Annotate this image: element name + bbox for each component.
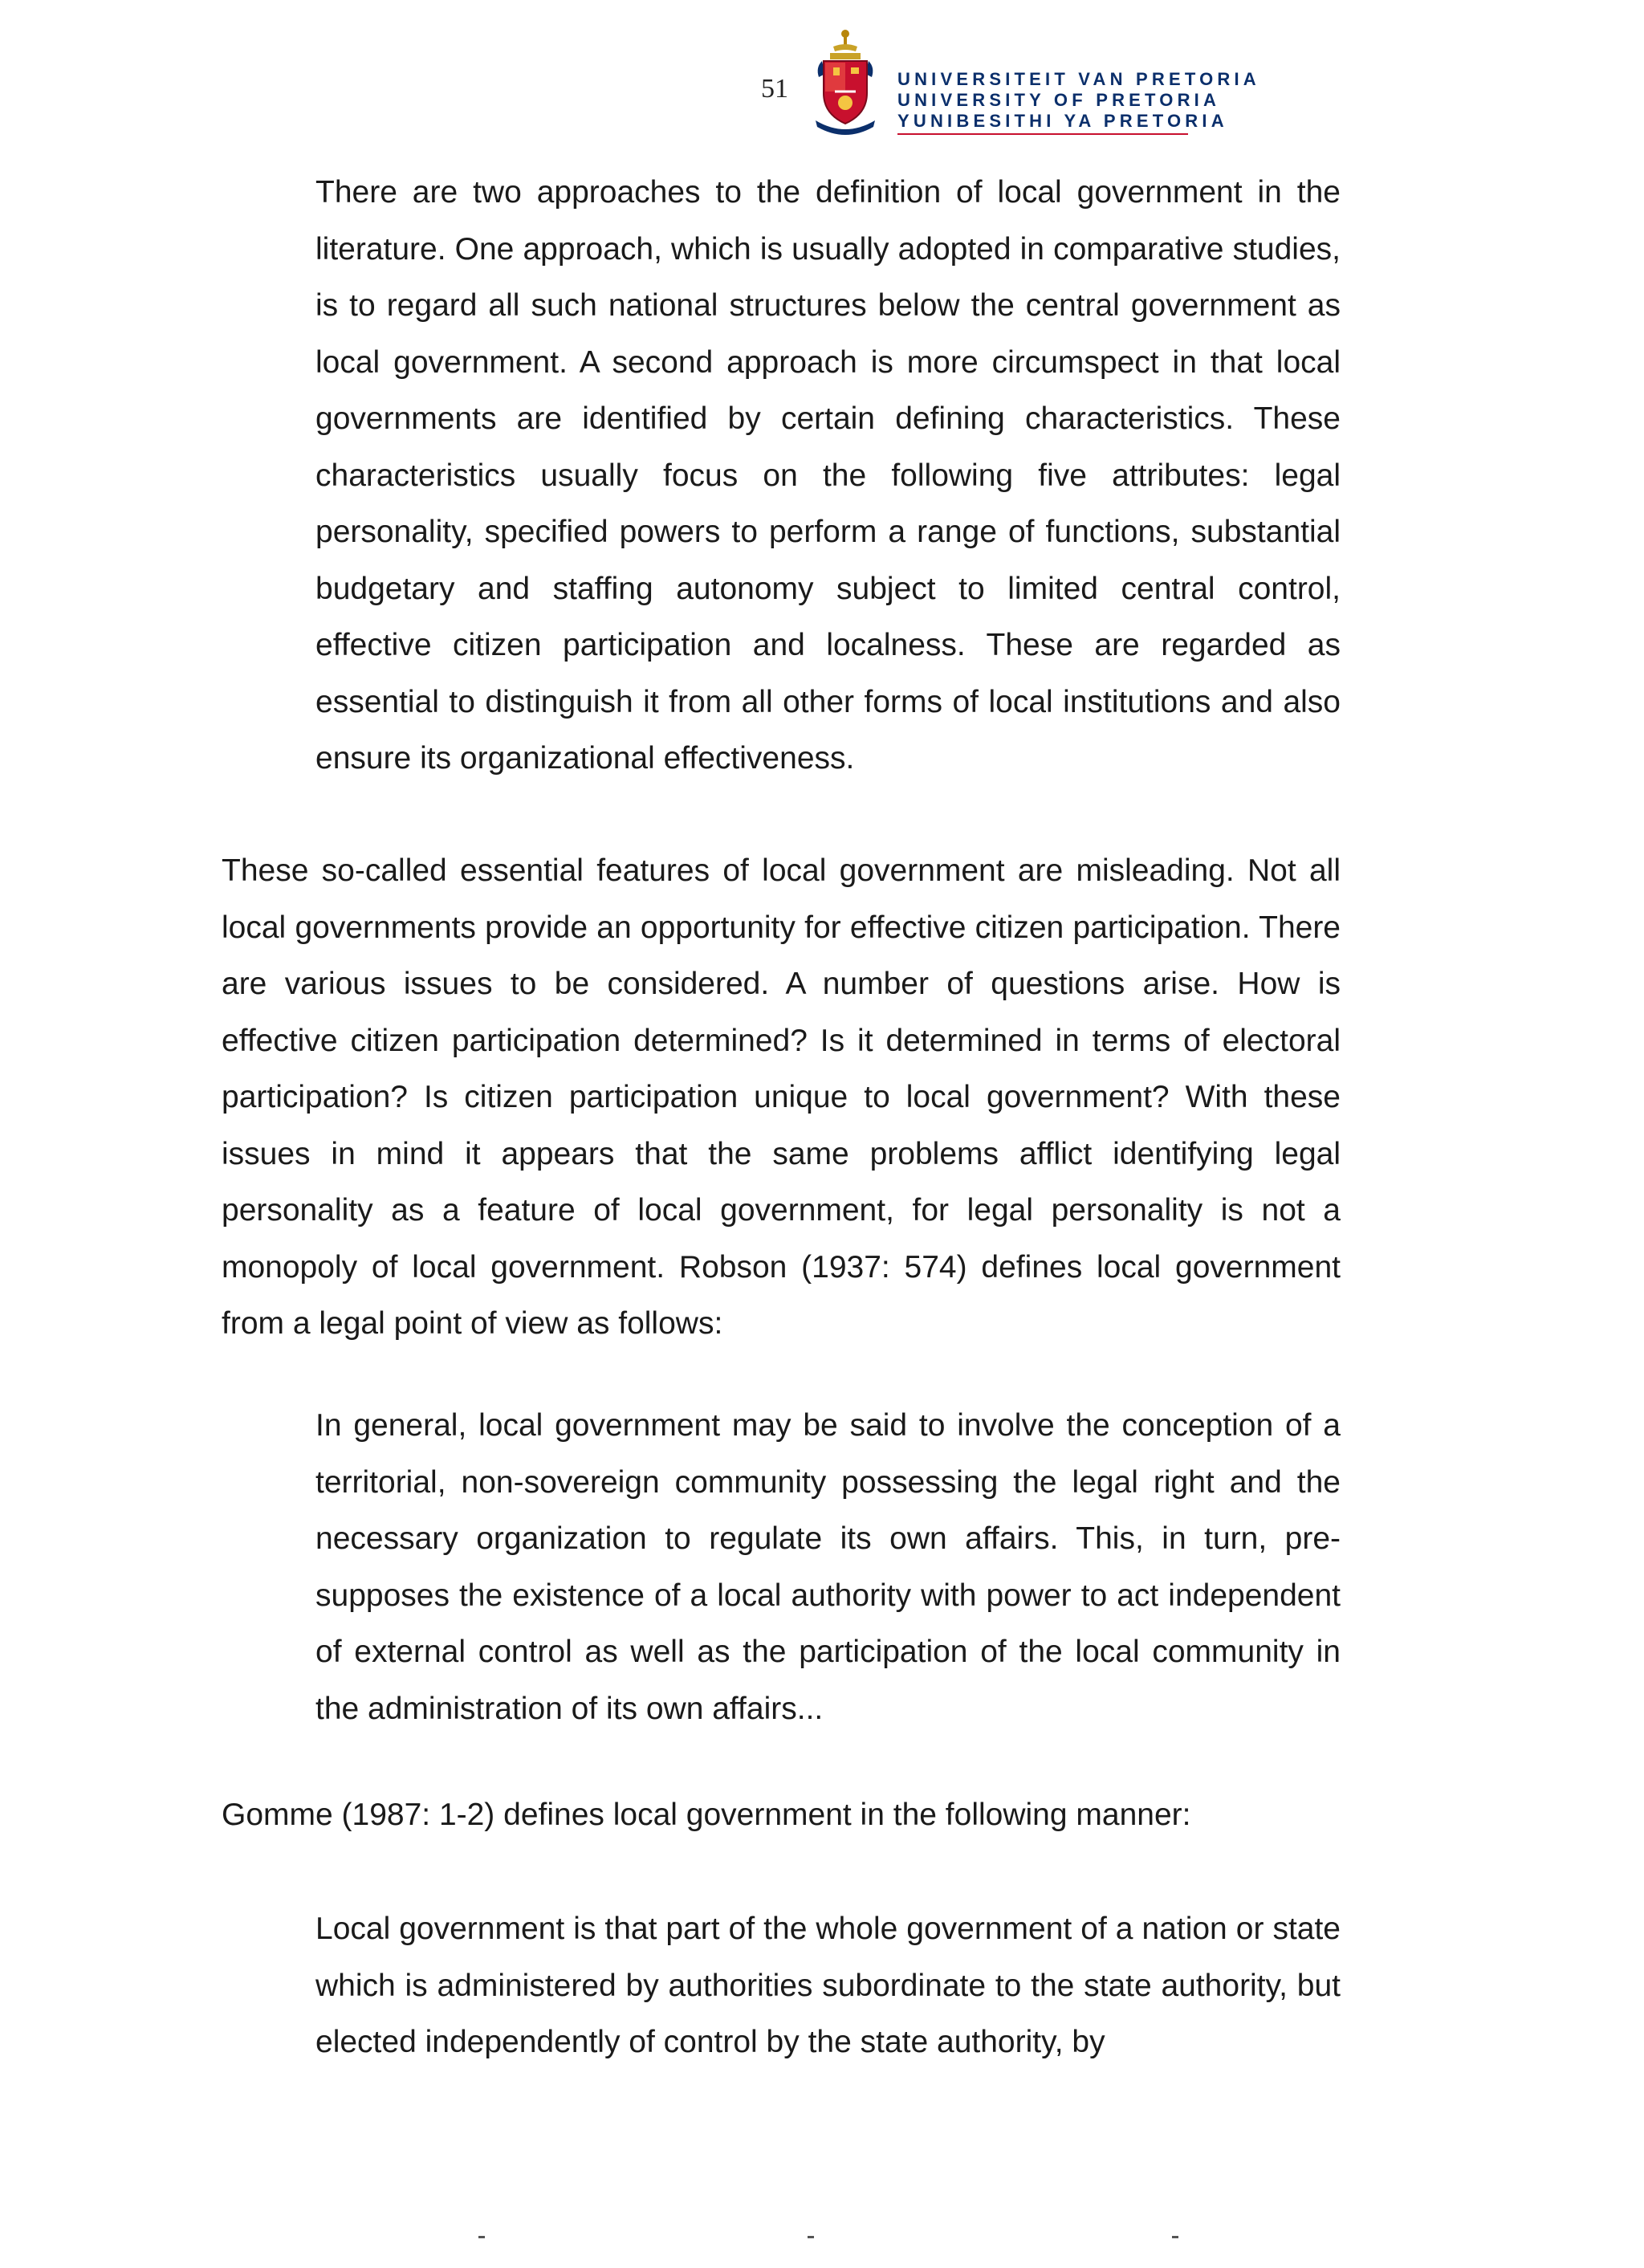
quote-robson: In general, local government may be said to involve the conception of a territorial, non-sovereign community possessing the legal right and the necessary organization to regulate its own affairs. This, in turn, pre-supposes the existence of a local authority with power to act independent of external control as well as the participation of the local community in the administration of its own affairs... bbox=[315, 1408, 1341, 1726]
paragraph-gomme-intro: Gomme (1987: 1-2) defines local government in the following manner: bbox=[222, 1798, 1191, 1832]
university-name-english: UNIVERSITY OF PRETORIA bbox=[897, 90, 1221, 110]
scan-artifact bbox=[1172, 2236, 1178, 2238]
paragraph-approaches: There are two approaches to the definition of local government in the literature. One approach, which is usually adopted in comparative studies, is to regard all such national structures below the central government as local government. A second approach is more circumspect in that local governments are identified by certain defining characteristics. These characteristics usually focus on the following five attributes: legal personality, specified powers to perform a range of functions, substantial budgetary and staffing autonomy subject to limited central control, effective citizen participation and localness. These are regarded as essential to distinguish it from all other forms of local institutions and also ensure its organizational effectiveness. bbox=[315, 175, 1341, 776]
university-name-afrikaans: UNIVERSITEIT VAN PRETORIA bbox=[897, 69, 1260, 89]
paragraph-essential-features: These so-called essential features of local government are misleading. Not all local governments provide an opportunity for effective citizen participation. There are various issues to be considered. A number of questions arise. How is effective citizen participation determined? Is it determined in terms of electoral participation? Is citizen participation unique to local government? With these issues in mind it appears that the same problems afflict identifying legal personality as a feature of local government, for legal personality is not a monopoly of local government. Robson (1937: 574) defines local government from a legal point of view as follows: bbox=[222, 853, 1341, 1341]
page-number: 51 bbox=[761, 74, 788, 104]
scan-artifact bbox=[808, 2236, 814, 2238]
scan-artifact bbox=[478, 2236, 485, 2238]
university-crest-icon bbox=[811, 26, 880, 138]
header-underline bbox=[897, 133, 1188, 135]
quote-gomme: Local government is that part of the whole government of a nation or state which is administered by authorities subordinate to the state authority, but elected independently of control by the state authority, by bbox=[315, 1912, 1341, 2059]
university-names bbox=[897, 69, 1260, 132]
university-name-sepedi: YUNIBESITHI YA PRETORIA bbox=[897, 111, 1228, 131]
